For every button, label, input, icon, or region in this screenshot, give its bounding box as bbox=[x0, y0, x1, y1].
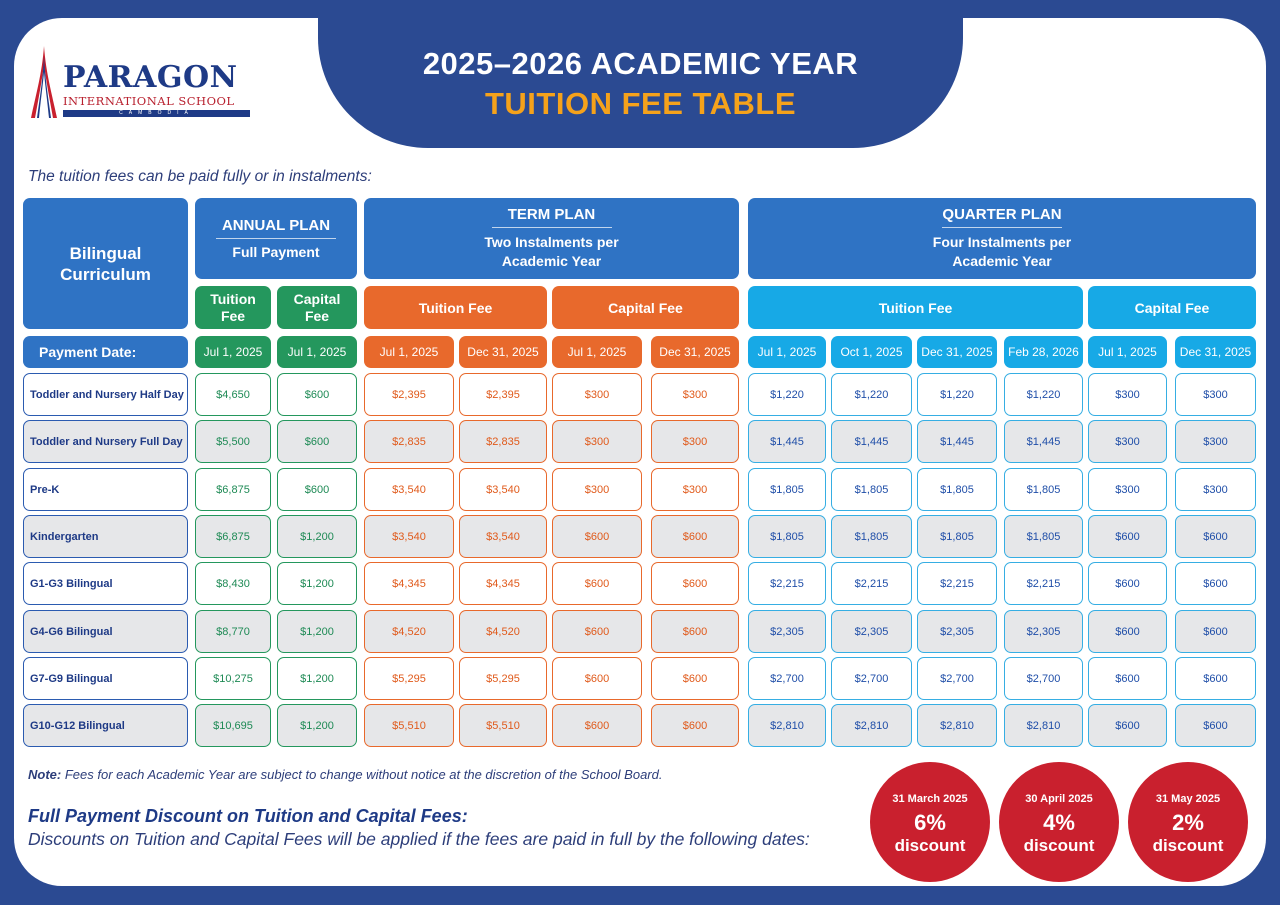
fee-cell: $3,540 bbox=[364, 468, 454, 511]
discount-word: discount bbox=[1023, 836, 1095, 855]
fee-cell: $10,275 bbox=[195, 657, 271, 700]
fee-cell: $2,700 bbox=[917, 657, 997, 700]
logo-country: CAMBODIA bbox=[63, 110, 250, 117]
discount-badge-2 bbox=[999, 762, 1119, 882]
fee-cell: $1,445 bbox=[831, 420, 912, 463]
row-label: Toddler and Nursery Full Day bbox=[23, 420, 188, 463]
payment-date-cell: Jul 1, 2025 bbox=[552, 336, 642, 368]
fee-cell: $3,540 bbox=[459, 468, 547, 511]
fee-cell: $600 bbox=[552, 657, 642, 700]
fee-cell: $600 bbox=[1088, 657, 1167, 700]
fee-cell: $10,695 bbox=[195, 704, 271, 747]
fee-cell: $2,395 bbox=[459, 373, 547, 416]
fee-cell: $600 bbox=[277, 468, 357, 511]
fee-cell: $2,700 bbox=[831, 657, 912, 700]
fee-cell: $2,700 bbox=[748, 657, 826, 700]
quarter-tuition-label: Tuition Fee bbox=[878, 299, 953, 316]
fee-cell: $2,215 bbox=[748, 562, 826, 605]
discount-date: 31 March 2025 bbox=[892, 793, 968, 805]
fee-cell: $300 bbox=[651, 468, 739, 511]
annual-capital-label: Capital Fee bbox=[293, 290, 341, 324]
payment-date-cell: Jul 1, 2025 bbox=[1088, 336, 1167, 368]
fee-cell: $300 bbox=[1175, 468, 1256, 511]
term-tuition-header bbox=[364, 286, 547, 329]
title-line-2: TUITION FEE TABLE bbox=[484, 86, 797, 121]
fee-cell: $5,510 bbox=[459, 704, 547, 747]
fee-cell: $1,220 bbox=[748, 373, 826, 416]
row-label: Pre-K bbox=[23, 468, 188, 511]
fee-cell: $600 bbox=[1175, 515, 1256, 558]
fee-cell: $1,805 bbox=[748, 468, 826, 511]
fee-cell: $1,805 bbox=[748, 515, 826, 558]
fee-cell: $1,220 bbox=[1004, 373, 1083, 416]
row-label: Kindergarten bbox=[23, 515, 188, 558]
term-plan-subtitle: Two Instalments per Academic Year bbox=[484, 234, 619, 269]
fee-cell: $600 bbox=[552, 515, 642, 558]
fee-cell: $1,805 bbox=[917, 515, 997, 558]
fee-cell: $600 bbox=[1088, 515, 1167, 558]
fee-cell: $5,510 bbox=[364, 704, 454, 747]
discount-date: 30 April 2025 bbox=[1025, 793, 1093, 805]
quarter-capital-label: Capital Fee bbox=[1134, 299, 1210, 316]
fee-cell: $5,295 bbox=[364, 657, 454, 700]
note-text: Fees for each Academic Year are subject to change without notice at the discretion of the School Board. bbox=[64, 767, 663, 782]
payment-date-cell: Jul 1, 2025 bbox=[195, 336, 271, 368]
fee-cell: $8,430 bbox=[195, 562, 271, 605]
fee-cell: $1,200 bbox=[277, 704, 357, 747]
term-plan-divider bbox=[492, 227, 612, 228]
fee-cell: $600 bbox=[1175, 704, 1256, 747]
discount-heading: Full Payment Discount on Tuition and Capital Fees: bbox=[28, 806, 468, 826]
payment-date-label bbox=[23, 336, 188, 368]
fee-cell: $1,220 bbox=[917, 373, 997, 416]
payment-date-cell: Oct 1, 2025 bbox=[831, 336, 912, 368]
term-plan-header bbox=[364, 198, 739, 279]
fee-cell: $3,540 bbox=[364, 515, 454, 558]
row-label: Toddler and Nursery Half Day bbox=[23, 373, 188, 416]
fee-cell: $1,805 bbox=[831, 468, 912, 511]
fee-cell: $1,805 bbox=[1004, 515, 1083, 558]
fee-cell: $600 bbox=[552, 704, 642, 747]
fee-cell: $600 bbox=[1088, 704, 1167, 747]
annual-capital-header bbox=[277, 286, 357, 329]
discount-word: discount bbox=[1152, 836, 1224, 855]
annual-plan-divider bbox=[216, 238, 336, 239]
fee-cell: $5,295 bbox=[459, 657, 547, 700]
quarter-plan-subtitle: Four Instalments per Academic Year bbox=[932, 234, 1072, 269]
fee-cell: $600 bbox=[651, 610, 739, 653]
quarter-tuition-header bbox=[748, 286, 1083, 329]
row-label: G10-G12 Bilingual bbox=[23, 704, 188, 747]
note bbox=[28, 767, 662, 782]
fee-cell: $600 bbox=[1175, 657, 1256, 700]
fee-cell: $4,520 bbox=[364, 610, 454, 653]
fee-cell: $2,835 bbox=[364, 420, 454, 463]
note-label: Note: bbox=[28, 767, 62, 782]
fee-cell: $4,345 bbox=[459, 562, 547, 605]
annual-tuition-label: Tuition Fee bbox=[210, 290, 256, 324]
fee-cell: $300 bbox=[1175, 420, 1256, 463]
curriculum-header-label: Bilingual Curriculum bbox=[60, 243, 151, 284]
fee-cell: $2,215 bbox=[917, 562, 997, 605]
fee-cell: $8,770 bbox=[195, 610, 271, 653]
fee-cell: $600 bbox=[552, 562, 642, 605]
logo-name: PARAGON bbox=[63, 60, 238, 95]
fee-cell: $6,875 bbox=[195, 515, 271, 558]
fee-cell: $2,305 bbox=[1004, 610, 1083, 653]
fee-cell: $600 bbox=[651, 704, 739, 747]
fee-cell: $2,810 bbox=[917, 704, 997, 747]
logo-subtitle: INTERNATIONAL SCHOOL bbox=[63, 94, 235, 108]
fee-cell: $2,305 bbox=[917, 610, 997, 653]
term-plan-title: TERM PLAN bbox=[507, 206, 596, 223]
fee-cell: $4,520 bbox=[459, 610, 547, 653]
discount-badge-1 bbox=[870, 762, 990, 882]
fee-cell: $4,650 bbox=[195, 373, 271, 416]
fee-cell: $2,810 bbox=[748, 704, 826, 747]
payment-date-cell: Dec 31, 2025 bbox=[651, 336, 739, 368]
term-capital-label: Capital Fee bbox=[608, 299, 683, 316]
fee-cell: $1,805 bbox=[917, 468, 997, 511]
fee-cell: $2,810 bbox=[1004, 704, 1083, 747]
term-capital-header bbox=[552, 286, 739, 329]
fee-cell: $2,305 bbox=[748, 610, 826, 653]
discount-word: discount bbox=[894, 836, 966, 855]
fee-cell: $6,875 bbox=[195, 468, 271, 511]
annual-plan-header bbox=[195, 198, 357, 279]
fee-cell: $1,445 bbox=[917, 420, 997, 463]
fee-cell: $300 bbox=[1088, 420, 1167, 463]
fee-cell: $600 bbox=[1088, 610, 1167, 653]
fee-cell: $2,835 bbox=[459, 420, 547, 463]
fee-cell: $1,200 bbox=[277, 515, 357, 558]
fee-cell: $1,220 bbox=[831, 373, 912, 416]
discount-badge-3 bbox=[1128, 762, 1248, 882]
fee-cell: $2,215 bbox=[1004, 562, 1083, 605]
curriculum-header bbox=[23, 198, 188, 329]
fee-cell: $300 bbox=[552, 373, 642, 416]
fee-cell: $2,810 bbox=[831, 704, 912, 747]
fee-cell: $1,200 bbox=[277, 610, 357, 653]
fee-cell: $1,445 bbox=[1004, 420, 1083, 463]
row-label: G4-G6 Bilingual bbox=[23, 610, 188, 653]
quarter-plan-header bbox=[748, 198, 1256, 279]
payment-date-cell: Jul 1, 2025 bbox=[748, 336, 826, 368]
payment-date-cell: Jul 1, 2025 bbox=[277, 336, 357, 368]
fee-cell: $300 bbox=[1088, 468, 1167, 511]
annual-plan-title: ANNUAL PLAN bbox=[221, 217, 331, 234]
fee-cell: $600 bbox=[1175, 562, 1256, 605]
fee-cell: $1,805 bbox=[1004, 468, 1083, 511]
fee-cell: $2,395 bbox=[364, 373, 454, 416]
payment-date-cell: Dec 31, 2025 bbox=[459, 336, 547, 368]
fee-cell: $600 bbox=[1088, 562, 1167, 605]
fee-cell: $600 bbox=[277, 420, 357, 463]
payment-date-cell: Feb 28, 2026 bbox=[1004, 336, 1083, 368]
fee-cell: $1,445 bbox=[748, 420, 826, 463]
fee-cell: $1,200 bbox=[277, 562, 357, 605]
annual-tuition-header bbox=[195, 286, 271, 329]
discount-percent: 2% bbox=[1172, 810, 1204, 835]
quarter-plan-divider bbox=[942, 227, 1062, 228]
row-label: G1-G3 Bilingual bbox=[23, 562, 188, 605]
term-tuition-label: Tuition Fee bbox=[418, 299, 493, 316]
fee-cell: $600 bbox=[552, 610, 642, 653]
quarter-capital-header bbox=[1088, 286, 1256, 329]
fee-cell: $5,500 bbox=[195, 420, 271, 463]
fee-cell: $600 bbox=[651, 515, 739, 558]
fee-cell: $300 bbox=[552, 420, 642, 463]
fee-cell: $300 bbox=[651, 420, 739, 463]
discount-text: Discounts on Tuition and Capital Fees will be applied if the fees are paid in full by the following dates: bbox=[28, 829, 810, 849]
payment-date-cell: Dec 31, 2025 bbox=[917, 336, 997, 368]
fee-cell: $300 bbox=[651, 373, 739, 416]
fee-cell: $300 bbox=[552, 468, 642, 511]
title-banner bbox=[318, 0, 963, 148]
fee-cell: $300 bbox=[1175, 373, 1256, 416]
quarter-plan-title: QUARTER PLAN bbox=[942, 206, 1062, 223]
fee-cell: $4,345 bbox=[364, 562, 454, 605]
row-label: G7-G9 Bilingual bbox=[23, 657, 188, 700]
annual-plan-subtitle: Full Payment bbox=[232, 244, 320, 260]
fee-cell: $2,700 bbox=[1004, 657, 1083, 700]
fee-cell: $600 bbox=[1175, 610, 1256, 653]
discount-date: 31 May 2025 bbox=[1155, 793, 1221, 805]
intro-text: The tuition fees can be paid fully or in instalments: bbox=[28, 168, 372, 185]
fee-cell: $1,805 bbox=[831, 515, 912, 558]
payment-date-cell: Dec 31, 2025 bbox=[1175, 336, 1256, 368]
fee-cell: $600 bbox=[277, 373, 357, 416]
fee-cell: $1,200 bbox=[277, 657, 357, 700]
fee-cell: $600 bbox=[651, 657, 739, 700]
fee-cell: $600 bbox=[651, 562, 739, 605]
fee-cell: $2,305 bbox=[831, 610, 912, 653]
payment-date-cell: Jul 1, 2025 bbox=[364, 336, 454, 368]
payment-date-text: Payment Date: bbox=[39, 344, 137, 360]
discount-percent: 6% bbox=[914, 810, 946, 835]
fee-cell: $3,540 bbox=[459, 515, 547, 558]
discount-percent: 4% bbox=[1043, 810, 1075, 835]
fee-cell: $2,215 bbox=[831, 562, 912, 605]
fee-cell: $300 bbox=[1088, 373, 1167, 416]
title-line-1: 2025–2026 ACADEMIC YEAR bbox=[422, 46, 859, 81]
logo-emblem-icon bbox=[28, 44, 60, 120]
